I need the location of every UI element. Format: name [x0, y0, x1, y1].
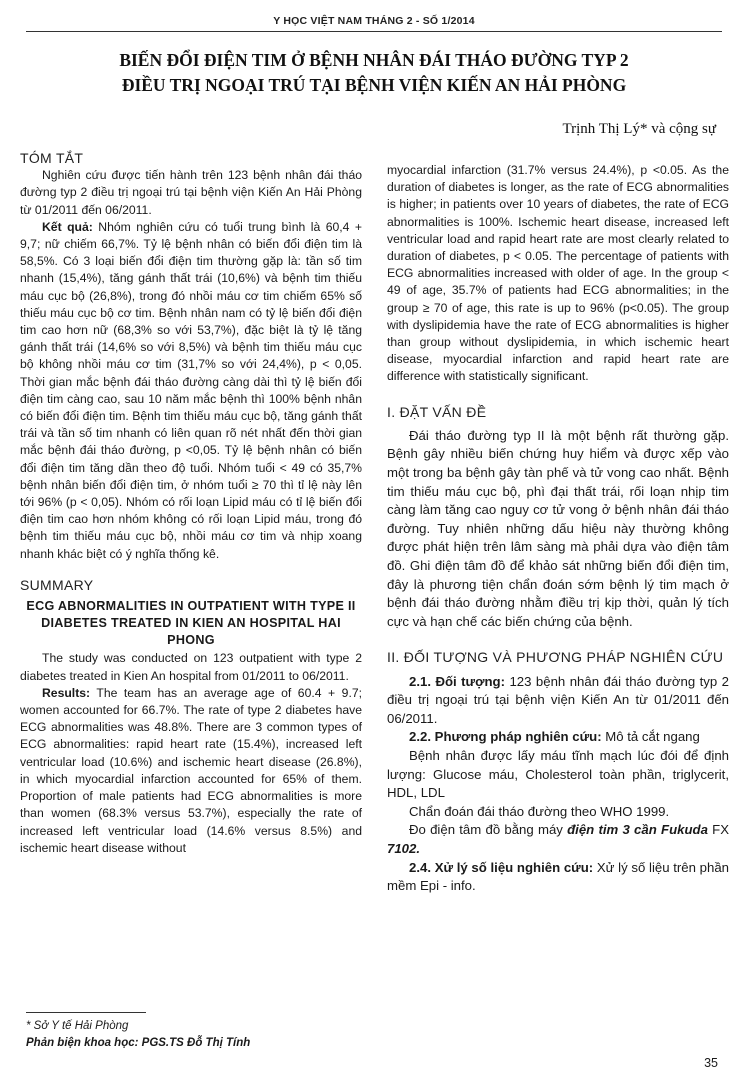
article-title — [40, 48, 708, 98]
summary-paragraph-2 — [20, 685, 362, 857]
title-line-2: ĐIỀU TRỊ NGOẠI TRÚ TẠI BỆNH VIỆN KIẾN AN HẢI PHÒNG — [121, 75, 627, 95]
authors: Trịnh Thị Lý* và cộng sự — [562, 121, 716, 137]
tomtat-heading: TÓM TẮT — [20, 150, 84, 166]
footnote-affiliation: * Sở Y tế Hải Phòng — [26, 1020, 129, 1032]
section-2-ecg — [387, 821, 729, 858]
section-2-1-label: 2.1. Đối tượng: — [409, 673, 505, 689]
summary-paragraph-2-continued: myocardial infarction (31.7% versus 24.4%), p <0.05. As the duration of diabetes is longer, as the rate of ECG abnormalities is higher; in patients over 10 years of diabetes, the rate of ECG abnormalities is 100%. Ischemic heart disease, increased left ventricular load and rapid heart rate are most clearly related to duration of diabetes, p < 0.05. The percentage of patients with ECG abnormalities increased with older of age. In the group < 49 of age, 35.7% of patients had ECG abnormalities; in the group ≥ 70 of age, this rate is up to 96% (p<0.05). The group with dyslipidemia have the rate of ECG abnormalities is higher than group without dyslipidemia, in which ischemic heart disease, myocardial infarction and rapid heart rate are difference with statistically significant. — [387, 163, 729, 384]
section-2-2-text: Mô tả cắt ngang — [601, 729, 700, 745]
tomtat-results-label: Kết quả: — [42, 219, 93, 234]
footnote — [26, 1018, 250, 1052]
section-2-4-text: Xử lý số liệu trên phần mềm Epi - info. — [387, 859, 729, 894]
section-2-4-label: 2.4. Xử lý số liệu nghiên cứu: — [409, 859, 594, 875]
tomtat-results-text: Nhóm nghiên cứu có tuổi trung bình là 60,4 + 9,7; nữ chiếm 66,7%. Tỷ lệ bệnh nhân có biến đổi điện tim là 58,5%. Có 3 loại biến đổi điện tim thường gặp là: tần số tim nhanh (15,4%), tăng gánh thất trái (10,6%) và bệnh tim thiếu máu cục bộ (26,8%), trong đó nhồi máu cơ tim chiếm 65% số thiếu máu cục bộ cơ tim. Bệnh nhân nam có tỷ lệ biến đổi điện tim cao hơn nữ (68,3% so với 53,7%), đặc biệt là tỷ lệ tăng gánh thất trái (14,6% so với 8,5%) và bệnh tim thiếu máu cục bộ không nhồi máu cơ tim (31,7% so với 24,4%), p < 0,05. Thời gian mắc bệnh đái tháo đường càng dài thì tỷ lệ biến đổi điện tim càng cao, sau 10 năm mắc bệnh thì 100% bệnh nhân có biến đổi điện tim. Bệnh tim thiếu máu cục bộ, tăng gánh thất trái và tần số tim nhanh có liên quan rõ nét nhất đến thời gian mắc bệnh đái tháo đường, p <0,05. Tỷ lệ bệnh nhân có biến đổi điện tim tăng dần theo độ tuổi. Nhóm tuổi < 49 có 35,7% bệnh nhân biến đổi điện tim, ở nhóm tuổi ≥ 70 thì tỉ lệ này lên tới 96% (p < 0,05). Nhóm có rối loạn Lipid máu có tỉ lệ biến đổi điện tim cao hơn nhóm không có rối loạn Lipid máu, trong đó bệnh tim thiếu máu cục bộ, nhồi máu cơ tim và nhịp xoang nhanh khác biệt có ý nghĩa thống kê. — [20, 219, 362, 561]
summary-results-label: Results: — [42, 685, 91, 700]
footnote-reviewer: Phản biện khoa học: PGS.TS Đỗ Thị Tính — [26, 1037, 251, 1049]
page-number: 35 — [704, 1056, 718, 1070]
footnote-rule — [26, 1012, 146, 1013]
section-2-blood: Bệnh nhân được lấy máu tĩnh mạch lúc đói để định lượng: Glucose máu, Cholesterol toàn phần, triglycerit, HDL, LDL — [387, 747, 729, 801]
ecg-text-c: FX — [707, 822, 730, 838]
ecg-text-a: Đo điện tâm đồ bằng máy — [409, 822, 568, 838]
section-2-1 — [387, 673, 729, 729]
section-2-1-text: 123 bệnh nhân đái tháo đường typ 2 điều trị ngoại trú tại bệnh viện Kiến An từ 01/2011 đến 06/2011. — [387, 673, 729, 726]
summary-heading: SUMMARY — [20, 576, 94, 593]
tomtat-paragraph-2 — [20, 219, 362, 563]
section-2-who: Chẩn đoán đái tháo đường theo WHO 1999. — [409, 803, 670, 819]
summary-paragraph-1: The study was conducted on 123 outpatient with type 2 diabetes treated in Kien An hospital from 01/2011 to 06/2011. — [20, 651, 362, 683]
ecg-model: 7102. — [387, 840, 421, 856]
title-line-1: BIẾN ĐỔI ĐIỆN TIM Ở BỆNH NHÂN ĐÁI THÁO ĐƯỜNG TYP 2 — [119, 50, 629, 70]
ecg-device: điện tim 3 cần Fukuda — [567, 822, 708, 838]
summary-results-text: The team has an average age of 60.4 + 9.7; women accounted for 66.7%. The rate of type 2 diabetes have ECG abnormalities was 48.8%. There are 3 common types of ECG abnormalities: rapid heart rate (15.4%), increased left ventricular load (10.6%) and ischemic heart disease (26.8%), in which myocardial infarction accounted for 65% of them. Proportion of male patients had ECG abnormalities is more than women (68.3% versus 53.7%), especially the rate of increased left ventricular load (14.6% versus 8.5%) and ischemic heart disease without — [20, 685, 362, 855]
section-2-body — [387, 673, 729, 896]
section-1-heading: I. ĐẶT VẤN ĐỀ — [387, 403, 487, 420]
right-column — [387, 162, 729, 896]
running-head: Y HỌC VIỆT NAM THÁNG 2 - SỐ 1/2014 — [273, 15, 475, 27]
section-2-heading: II. ĐỐI TƯỢNG VÀ PHƯƠNG PHÁP NGHIÊN CỨU — [387, 649, 724, 666]
section-2-2-label: 2.2. Phương pháp nghiên cứu: — [409, 729, 602, 745]
section-2-4 — [387, 859, 729, 896]
header-rule — [26, 31, 722, 32]
summary-title: ECG ABNORMALITIES IN OUTPATIENT WITH TYPE II DIABETES TREATED IN KIEN AN HOSPITAL HAI PHONG — [26, 599, 356, 647]
tomtat-paragraph-1: Nghiên cứu được tiến hành trên 123 bệnh nhân đái tháo đường typ 2 điều trị ngoại trú tại bệnh viện Kiến An Hải Phòng từ 01/2011 đến 06/2011. — [20, 168, 362, 217]
left-column — [20, 150, 362, 857]
section-2-2 — [387, 728, 729, 747]
section-1-paragraph: Đái tháo đường typ II là một bệnh rất thường gặp. Bệnh gây nhiều biến chứng huy hiểm và được xếp vào một trong ba bệnh gây tàn phế và tử vong cao nhất. Bệnh tim thiếu máu cục bộ, phì đại thất trái, rối loạn nhịp tim càng làm tăng cao nguy cơ tử vong ở bệnh nhân đái tháo đường. Tuy nhiên những dấu hiệu này thường không được phát hiện trên lâm sàng mà phải dựa vào điện tâm đồ. Ghi điện tâm đồ để khảo sát những biến đổi điện tim, đây là phương tiện chẩn đoán sớm bệnh lý tim mạch ở bệnh đái tháo đường nhằm điều trị kịp thời, quản lý tích cực và hạn chế các biến chứng của bệnh. — [387, 427, 729, 629]
